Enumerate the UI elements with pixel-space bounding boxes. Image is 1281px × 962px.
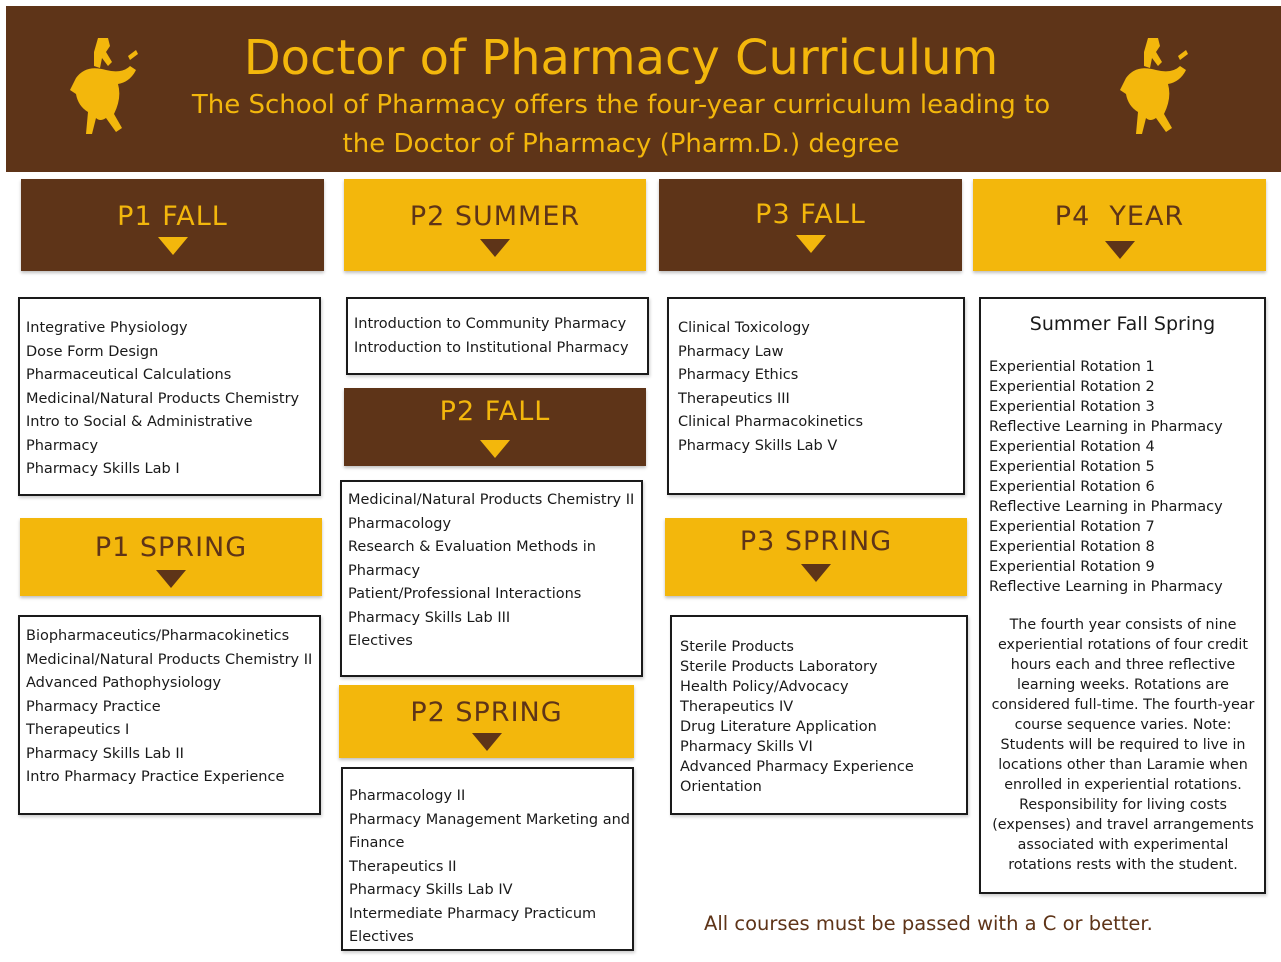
p2-spring-courses <box>341 767 634 951</box>
term-label: P4 YEAR <box>1054 201 1185 232</box>
term-label: P3 FALL <box>755 199 866 230</box>
down-arrow-icon <box>156 570 186 588</box>
course-item: Pharmacy Practice <box>26 698 161 715</box>
course-item: Experiential Rotation 4 <box>989 439 1155 455</box>
p1-fall-header <box>21 179 324 271</box>
p2-spring-header <box>339 685 634 758</box>
bucking-horse-rider-icon <box>1118 34 1190 144</box>
page-subtitle <box>6 86 1236 164</box>
course-item: Experiential Rotation 7 <box>989 519 1155 535</box>
course-item: Pharmacy Skills Lab V <box>678 437 838 454</box>
term-label: P1 SPRING <box>94 532 248 563</box>
term-label: P2 FALL <box>439 396 551 427</box>
p3-spring-header <box>665 518 967 596</box>
p1-spring-courses <box>18 615 321 815</box>
course-item: Electives <box>348 633 413 649</box>
course-item: Experiential Rotation 3 <box>989 399 1155 415</box>
term-label: P1 FALL <box>117 201 228 232</box>
p2-fall-header <box>344 388 646 466</box>
down-arrow-icon <box>472 733 502 751</box>
course-item: Therapeutics IV <box>680 699 794 715</box>
course-item: Therapeutics II <box>349 858 457 875</box>
course-item: Experiential Rotation 1 <box>989 359 1155 375</box>
course-item: Experiential Rotation 8 <box>989 539 1155 555</box>
subtitle-line-1: The School of Pharmacy offers the four-year curriculum leading to <box>191 90 1051 120</box>
course-item: Reflective Learning in Pharmacy <box>989 499 1223 515</box>
down-arrow-icon <box>1105 241 1135 259</box>
course-item: Pharmacy Skills Lab IV <box>349 882 513 898</box>
down-arrow-icon <box>796 235 826 253</box>
course-item: Reflective Learning in Pharmacy <box>989 579 1223 595</box>
p2-fall-courses <box>340 480 643 677</box>
p1-fall-courses <box>18 297 321 496</box>
course-item: Pharmacy Skills VI <box>680 739 813 755</box>
term-label: P2 SPRING <box>410 697 563 728</box>
p4-year-courses <box>979 297 1266 894</box>
course-item: Finance <box>349 835 405 851</box>
p3-spring-courses <box>670 615 968 815</box>
course-item: Pharmacy Management Marketing and <box>349 811 630 828</box>
p4-terms-heading: Summer Fall Spring <box>1029 313 1216 335</box>
header-banner <box>6 6 1281 172</box>
course-item: Pharmacy <box>26 437 99 454</box>
course-item: Pharmacy <box>348 562 421 579</box>
course-item: Experiential Rotation 6 <box>989 479 1155 495</box>
course-item: Pharmacology II <box>349 788 466 804</box>
course-item: Pharmacy Ethics <box>678 367 799 383</box>
course-item: Sterile Products <box>680 639 794 655</box>
footer-note: All courses must be passed with a C or better. <box>704 912 1153 935</box>
course-item: Experiential Rotation 5 <box>989 459 1155 475</box>
course-item: Pharmacology <box>348 515 452 532</box>
page-title: Doctor of Pharmacy Curriculum <box>243 30 999 86</box>
p4-year-header <box>973 179 1266 271</box>
course-item: Pharmacy Skills Lab II <box>26 745 184 762</box>
course-item: Pharmacy Law <box>678 343 784 360</box>
down-arrow-icon <box>801 564 831 582</box>
course-item: Pharmacy Skills Lab I <box>26 461 180 477</box>
course-item: Integrative Physiology <box>26 320 188 336</box>
course-item: Therapeutics III <box>678 390 790 407</box>
p3-fall-header <box>659 179 962 271</box>
course-item: Dose Form Design <box>26 343 159 360</box>
p1-spring-header <box>20 518 322 596</box>
down-arrow-icon <box>480 239 510 257</box>
course-item: Introduction to Community Pharmacy <box>354 316 627 332</box>
course-item: Intro Pharmacy Practice Experience <box>26 769 285 785</box>
course-item: Therapeutics I <box>26 722 130 738</box>
course-item: Health Policy/Advocacy <box>680 679 849 695</box>
course-item: Electives <box>349 929 414 945</box>
course-item: Medicinal/Natural Products Chemistry II <box>348 492 635 508</box>
course-item: Medicinal/Natural Products Chemistry II <box>26 651 313 668</box>
p2-summer-courses <box>346 297 649 375</box>
course-item: Orientation <box>680 779 762 795</box>
course-item: Advanced Pathophysiology <box>26 675 222 691</box>
course-item: Sterile Products Laboratory <box>680 659 878 675</box>
course-item: Intro to Social & Administrative <box>26 414 253 430</box>
term-label: P2 SUMMER <box>409 201 581 232</box>
p3-fall-courses <box>667 297 965 495</box>
p4-year-note: The fourth year consists of nine experiential rotations of four credit hours each and three reflective learning weeks. Rotations are considered full-time. The fourth-year course sequence varies. Note: Students will be required to live in locations other than Laramie when enrolled in experiential rotations. Responsibility for living costs (expenses) and travel arrangements associated with experimental rotations rests with the student. <box>991 617 1255 873</box>
course-item: Research & Evaluation Methods in <box>348 539 596 555</box>
course-item: Clinical Toxicology <box>678 320 810 336</box>
course-item: Biopharmaceutics/Pharmacokinetics <box>26 628 290 644</box>
course-item: Experiential Rotation 2 <box>989 379 1155 395</box>
down-arrow-icon <box>158 237 188 255</box>
course-item: Introduction to Institutional Pharmacy <box>354 339 629 356</box>
down-arrow-icon <box>480 440 510 458</box>
course-item: Pharmacy Skills Lab III <box>348 609 511 626</box>
course-item: Patient/Professional Interactions <box>348 586 582 602</box>
course-item: Intermediate Pharmacy Practicum <box>349 905 597 922</box>
course-item: Pharmaceutical Calculations <box>26 367 232 383</box>
course-item: Advanced Pharmacy Experience <box>680 759 914 775</box>
subtitle-line-2: the Doctor of Pharmacy (Pharm.D.) degree <box>342 129 900 159</box>
course-item: Experiential Rotation 9 <box>989 559 1155 575</box>
p2-summer-header <box>344 179 646 271</box>
course-item: Clinical Pharmacokinetics <box>678 414 864 430</box>
term-label: P3 SPRING <box>739 526 893 557</box>
course-item: Drug Literature Application <box>680 719 877 735</box>
course-item: Reflective Learning in Pharmacy <box>989 419 1223 435</box>
course-item: Medicinal/Natural Products Chemistry <box>26 390 300 407</box>
